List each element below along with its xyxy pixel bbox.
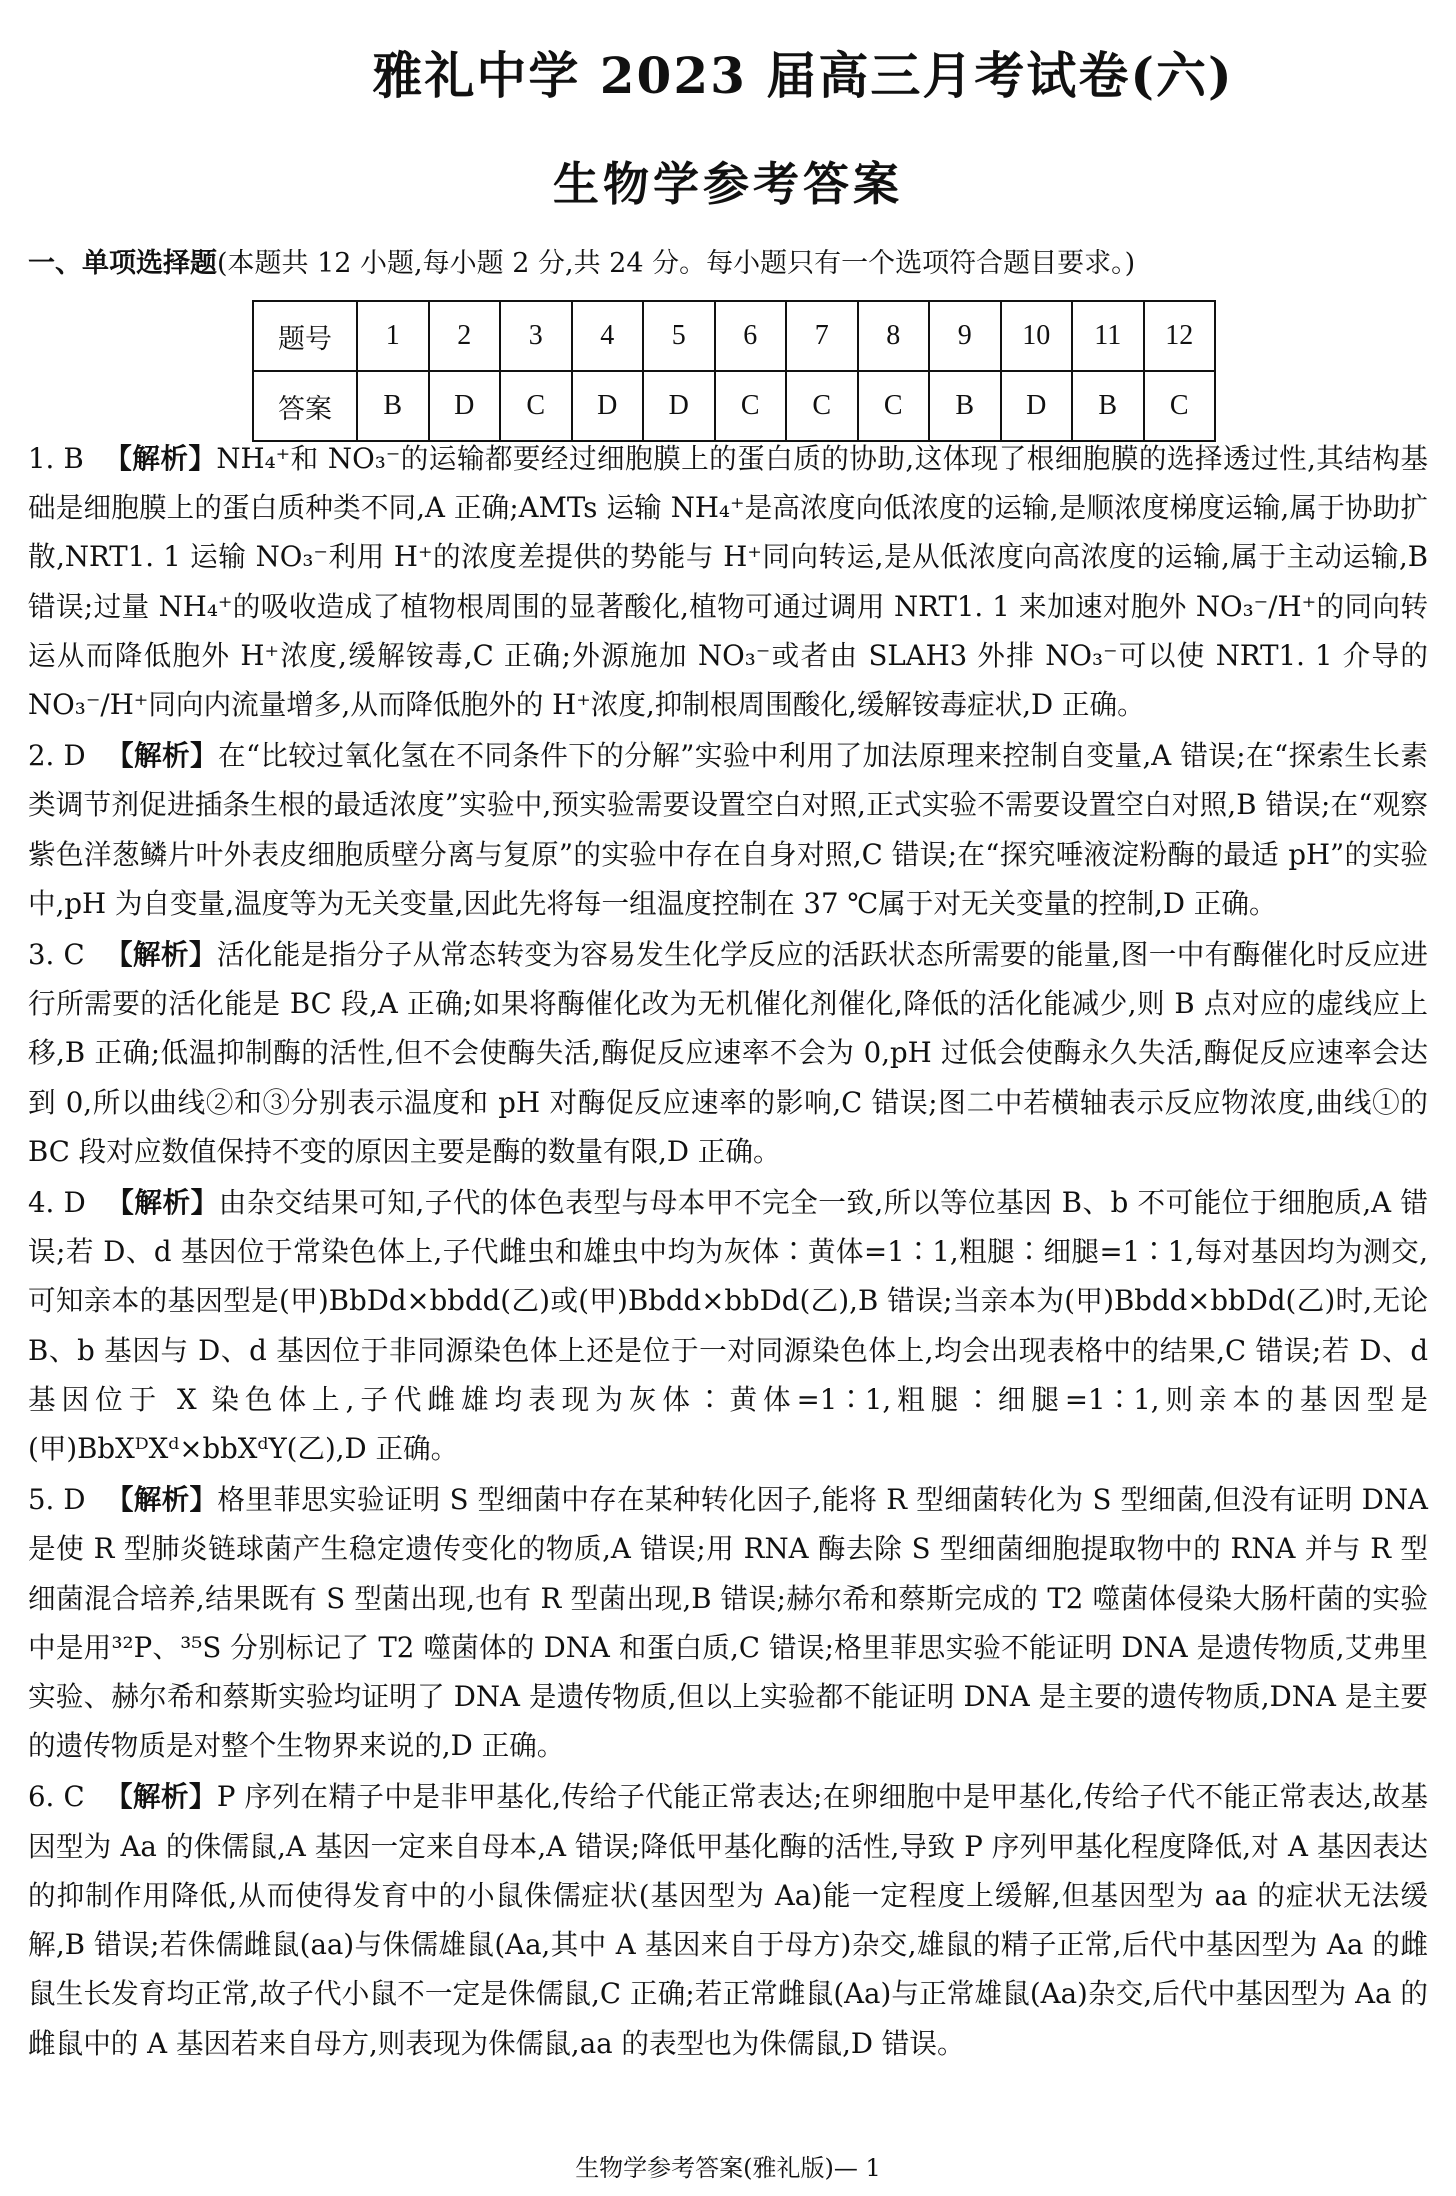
explanation-text: 活化能是指分子从常态转变为容易发生化学反应的活跃状态所需要的能量,图一中有酶催化时反应进行所需要的活化能是 BC 段,A 正确;如果将酶催化改为无机催化剂催化,降低的活化能减少,则 B 点对应的虚线应上移,B 正确;低温抑制酶的活性,但不会使酶失活,酶促反应速率不会为 0,pH 过低会使酶永久失活,酶促反应速率会达到 0,所以曲线②和③分别表示温度和 pH 对酶促反应速率的影响,C 错误;图二中若横轴表示反应物浓度,曲线①的 BC 段对应数值保持不变的原因主要是酶的数量有限,D 正确。 xyxy=(28,938,1428,1168)
question-number: 8 xyxy=(858,301,930,371)
answer-cell: C xyxy=(715,371,787,441)
analysis-tag: 【解析】 xyxy=(104,938,217,972)
section-heading xyxy=(28,244,1436,284)
question-answer-lead: 4. D xyxy=(28,1186,86,1220)
analysis-tag: 【解析】 xyxy=(104,1780,217,1814)
analysis-tag: 【解析】 xyxy=(103,442,217,475)
question-number: 11 xyxy=(1072,301,1144,371)
question-answer-lead: 5. D xyxy=(28,1483,86,1517)
section-note: (本题共 12 小题,每小题 2 分,共 24 分。每小题只有一个选项符合题目要求。) xyxy=(217,248,1136,279)
explanation-text: 在“比较过氧化氢在不同条件下的分解”实验中利用了加法原理来控制自变量,A 错误;在“探索生长素类调节剂促进插条生根的最适浓度”实验中,预实验需要设置空白对照,正式实验不需要设置空白对照,B 错误;在“观察紫色洋葱鳞片叶外表皮细胞质壁分离与复原”的实验中存在自身对照,C 错误;在“探究唾液淀粉酶的最适 pH”的实验中,pH 为自变量,温度等为无关变量,因此先将每一组温度控制在 37 ℃属于对无关变量的控制,D 正确。 xyxy=(28,739,1428,920)
answer-cell: B xyxy=(929,371,1001,441)
question-number: 1 xyxy=(357,301,429,371)
answer-cell: C xyxy=(786,371,858,441)
explanation-text: P 序列在精子中是非甲基化,传给子代能正常表达;在卵细胞中是甲基化,传给子代不能正常表达,故基因型为 Aa 的侏儒鼠,A 基因一定来自母本,A 错误;降低甲基化酶的活性,导致 P 序列甲基化程度降低,对 A 基因表达的抑制作用降低,从而使得发育中的小鼠侏儒症状(基因型为 Aa)能一定程度上缓解,但基因型为 aa 的症状无法缓解,B 错误;若侏儒雌鼠(aa)与侏儒雄鼠(Aa,其中 A 基因来自于母方)杂交,雄鼠的精子正常,后代中基因型为 Aa 的雌鼠生长发育均正常,故子代小鼠不一定是侏儒鼠,C 正确;若正常雌鼠(Aa)与正常雄鼠(Aa)杂交,后代中基因型为 Aa 的雌鼠中的 A 基因若来自母方,则表现为侏儒鼠,aa 的表型也为侏儒鼠,D 错误。 xyxy=(28,1780,1428,2060)
question-number: 3 xyxy=(500,301,572,371)
exam-title: 雅礼中学 2023 届高三月考试卷(六) xyxy=(372,46,1234,105)
explanation-item-1 xyxy=(28,434,1428,729)
explanation-item-6 xyxy=(28,1772,1428,2067)
answer-cell: B xyxy=(357,371,429,441)
explanation-list xyxy=(28,434,1428,2068)
explanation-item-2 xyxy=(28,731,1428,928)
explanation-text: 由杂交结果可知,子代的体色表型与母本甲不完全一致,所以等位基因 B、b 不可能位于细胞质,A 错误;若 D、d 基因位于常染色体上,子代雌虫和雄虫中均为灰体∶黄体=1∶1,粗腿∶细腿=1∶1,每对基因均为测交,可知亲本的基因型是(甲)BbDd×bbdd(乙)或(甲)Bbdd×bbDd(乙),B 错误;当亲本为(甲)Bbdd×bbDd(乙)时,无论 B、b 基因与 D、d 基因位于非同源染色体上还是位于一对同源染色体上,均会出现表格中的结果,C 错误;若 D、d 基因位于 X 染色体上,子代雌雄均表现为灰体∶黄体=1∶1,粗腿∶细腿=1∶1,则亲本的基因型是(甲)BbXᴰXᵈ×bbXᵈY(乙),D 正确。 xyxy=(28,1186,1428,1466)
question-number: 6 xyxy=(715,301,787,371)
question-number: 9 xyxy=(929,301,1001,371)
question-number: 2 xyxy=(429,301,501,371)
answer-cell: D xyxy=(429,371,501,441)
question-answer-lead: 3. C xyxy=(28,938,85,972)
explanation-text: 格里菲思实验证明 S 型细菌中存在某种转化因子,能将 R 型细菌转化为 S 型细菌,但没有证明 DNA 是使 R 型肺炎链球菌产生稳定遗传变化的物质,A 错误;用 RNA 酶去除 S 型细菌细胞提取物中的 RNA 并与 R 型细菌混合培养,结果既有 S 型菌出现,也有 R 型菌出现,B 错误;赫尔希和蔡斯完成的 T2 噬菌体侵染大肠杆菌的实验中是用³²P、³⁵S 分别标记了 T2 噬菌体的 DNA 和蛋白质,C 错误;格里菲思实验不能证明 DNA 是遗传物质,艾弗里实验、赫尔希和蔡斯实验均证明了 DNA 是遗传物质,但以上实验都不能证明 DNA 是主要的遗传物质,DNA 是主要的遗传物质是对整个生物界来说的,D 正确。 xyxy=(28,1483,1428,1763)
question-answer-lead: 6. C xyxy=(28,1780,85,1814)
question-number: 4 xyxy=(572,301,644,371)
answer-cell: D xyxy=(643,371,715,441)
explanation-item-4 xyxy=(28,1178,1428,1473)
answer-row xyxy=(253,371,1215,441)
analysis-tag: 【解析】 xyxy=(105,1186,219,1220)
answer-cell: C xyxy=(500,371,572,441)
answer-cell: B xyxy=(1072,371,1144,441)
question-number: 5 xyxy=(643,301,715,371)
question-number-row xyxy=(253,301,1215,371)
explanation-item-5 xyxy=(28,1475,1428,1770)
page-footer: 生物学参考答案(雅礼版)— 1 xyxy=(575,2154,881,2182)
question-answer-lead: 1. B xyxy=(28,442,84,475)
answer-table xyxy=(252,300,1216,442)
question-number: 12 xyxy=(1144,301,1216,371)
explanation-item-3 xyxy=(28,930,1428,1176)
explanation-text: NH₄⁺和 NO₃⁻的运输都要经过细胞膜上的蛋白质的协助,这体现了根细胞膜的选择透过性,其结构基础是细胞膜上的蛋白质种类不同,A 正确;AMTs 运输 NH₄⁺是高浓度向低浓度的运输,是顺浓度梯度运输,属于协助扩散,NRT1. 1 运输 NO₃⁻利用 H⁺的浓度差提供的势能与 H⁺同向转运,是从低浓度向高浓度的运输,属于主动运输,B 错误;过量 NH₄⁺的吸收造成了植物根周围的显著酸化,植物可通过调用 NRT1. 1 来加速对胞外 NO₃⁻/H⁺的同向转运从而降低胞外 H⁺浓度,缓解铵毒,C 正确;外源施加 NO₃⁻或者由 SLAH3 外排 NO₃⁻可以使 NRT1. 1 介导的 NO₃⁻/H⁺同向内流量增多,从而降低胞外的 H⁺浓度,抑制根周围酸化,缓解铵毒症状,D 正确。 xyxy=(28,442,1428,722)
document-subtitle: 生物学参考答案 xyxy=(553,157,903,211)
answer-cell: D xyxy=(1001,371,1073,441)
analysis-tag: 【解析】 xyxy=(105,1483,218,1517)
question-number: 7 xyxy=(786,301,858,371)
answer-cell: D xyxy=(572,371,644,441)
question-answer-lead: 2. D xyxy=(28,739,86,773)
answer-cell: C xyxy=(858,371,930,441)
analysis-tag: 【解析】 xyxy=(105,739,218,773)
answer-cell: C xyxy=(1144,371,1216,441)
row-label-question-number: 题号 xyxy=(253,301,357,371)
question-number: 10 xyxy=(1001,301,1073,371)
section-label: 一、单项选择题 xyxy=(28,248,217,279)
row-label-answer: 答案 xyxy=(253,371,357,441)
